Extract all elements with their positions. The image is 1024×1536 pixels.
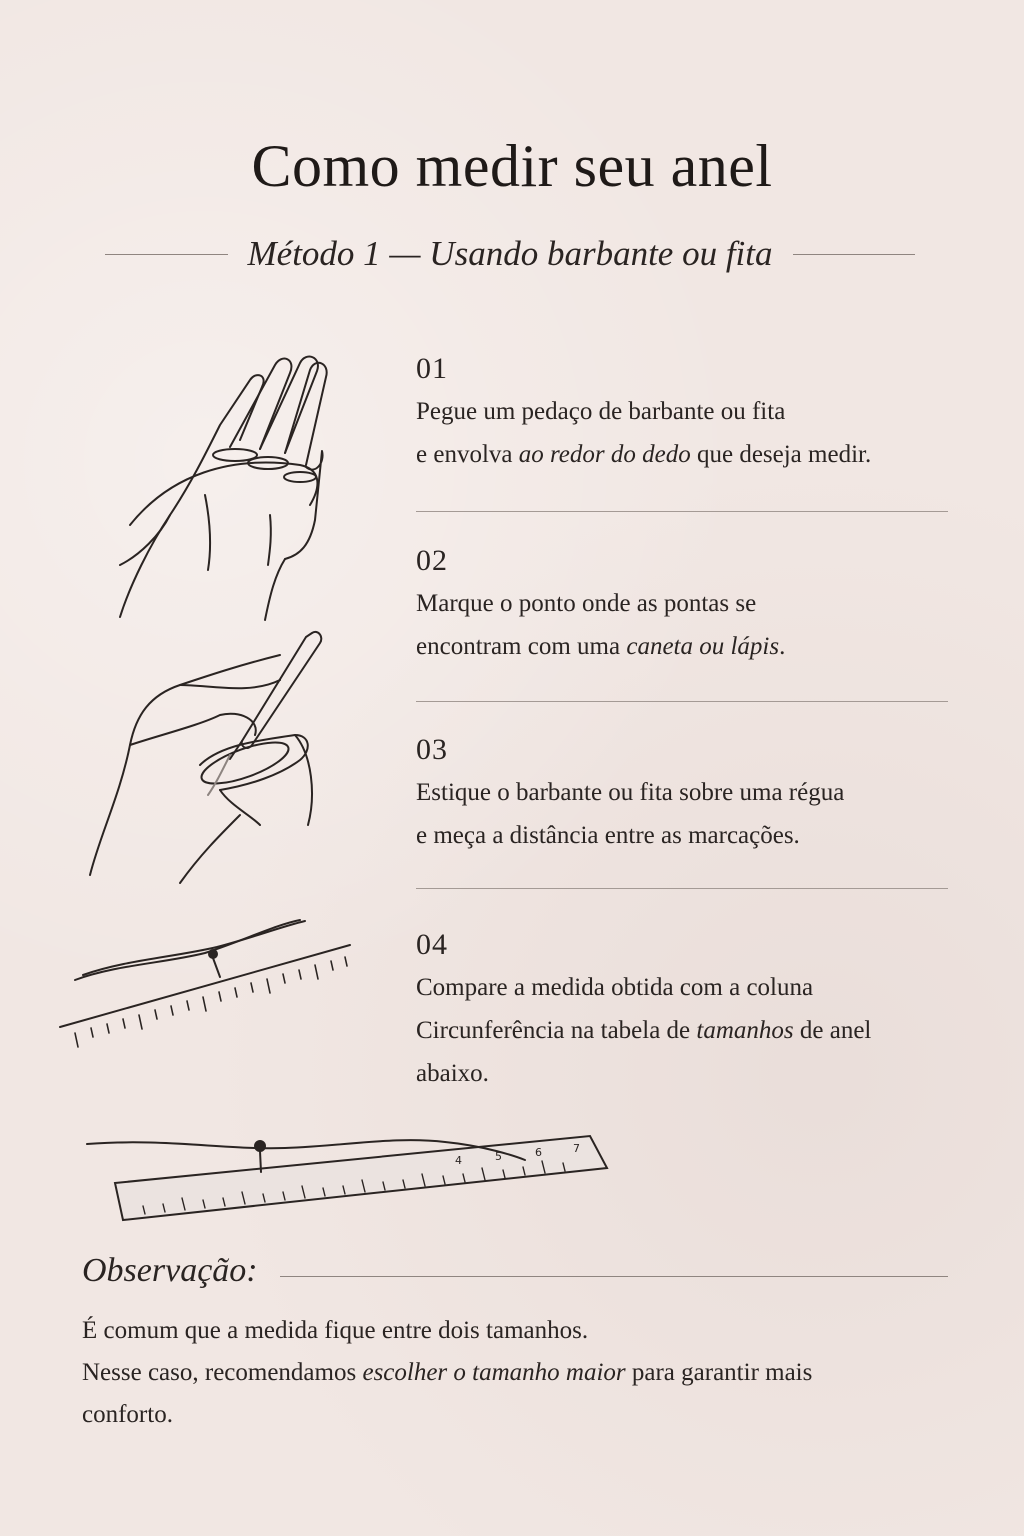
step-text-part: . bbox=[779, 633, 786, 660]
step-text-part: encontram com uma bbox=[416, 633, 627, 660]
note-text-part: para garantir mais bbox=[625, 1359, 813, 1386]
step-text-italic: ao redor do dedo bbox=[518, 441, 691, 468]
ruler-measurement-icon bbox=[85, 1128, 615, 1228]
step-01 bbox=[416, 352, 956, 476]
step-line bbox=[416, 1009, 956, 1052]
note-rule bbox=[280, 1276, 948, 1277]
step-02 bbox=[416, 544, 956, 668]
note-line: É comum que a medida fique entre dois tamanhos. bbox=[82, 1317, 589, 1344]
step-line bbox=[416, 625, 956, 668]
ruler-number: 5 bbox=[495, 1150, 502, 1163]
note-text-italic: escolher o tamanho maior bbox=[362, 1359, 626, 1386]
ruler-number: 6 bbox=[535, 1146, 542, 1159]
step-line: e meça a distância entre as marcações. bbox=[416, 822, 800, 849]
step-number: 02 bbox=[416, 544, 448, 577]
step-divider bbox=[416, 511, 948, 512]
method-subtitle: Método 1 — Usando barbante ou fita bbox=[247, 234, 773, 273]
note-header bbox=[82, 1252, 948, 1290]
step-04 bbox=[416, 928, 956, 1095]
step-text-italic: tamanhos bbox=[696, 1017, 794, 1044]
step-description bbox=[416, 390, 956, 476]
note-line bbox=[82, 1352, 942, 1394]
step-line: Compare a medida obtida com a coluna bbox=[416, 974, 814, 1001]
step-description bbox=[416, 771, 956, 857]
step-number: 03 bbox=[416, 733, 448, 766]
step-number: 04 bbox=[416, 928, 448, 961]
step-text-part: que deseja medir. bbox=[690, 441, 872, 468]
page-title: Como medir seu anel bbox=[251, 133, 773, 199]
step-divider bbox=[416, 888, 948, 889]
step-number: 01 bbox=[416, 352, 448, 385]
step-line: Estique o barbante ou fita sobre uma régua bbox=[416, 779, 845, 806]
step-line: Pegue um pedaço de barbante ou fita bbox=[416, 398, 786, 425]
note-line: conforto. bbox=[82, 1401, 173, 1428]
subtitle-right-rule bbox=[793, 254, 916, 255]
step-text-part: Circunferência na tabela de bbox=[416, 1017, 697, 1044]
note-title: Observação: bbox=[82, 1252, 258, 1289]
note-text-part: Nesse caso, recomendamos bbox=[82, 1359, 363, 1386]
step-description bbox=[416, 966, 956, 1095]
hand-with-string-icon bbox=[110, 345, 340, 625]
step-line bbox=[416, 433, 956, 476]
string-on-ruler-icon bbox=[55, 915, 360, 1055]
step-text-part: de anel bbox=[793, 1017, 872, 1044]
step-divider bbox=[416, 701, 948, 702]
step-line: abaixo. bbox=[416, 1060, 489, 1087]
subtitle-left-rule bbox=[105, 254, 228, 255]
ruler-number: 7 bbox=[573, 1142, 580, 1155]
step-03 bbox=[416, 733, 956, 857]
ruler-number: 4 bbox=[455, 1154, 462, 1167]
step-text-italic: caneta ou lápis bbox=[626, 633, 780, 660]
step-line: Marque o ponto onde as pontas se bbox=[416, 590, 757, 617]
note-body bbox=[82, 1310, 942, 1436]
subtitle-row bbox=[105, 228, 915, 280]
hand-marking-pen-icon bbox=[80, 625, 330, 885]
step-description bbox=[416, 582, 956, 668]
step-text-part: e envolva bbox=[416, 441, 519, 468]
